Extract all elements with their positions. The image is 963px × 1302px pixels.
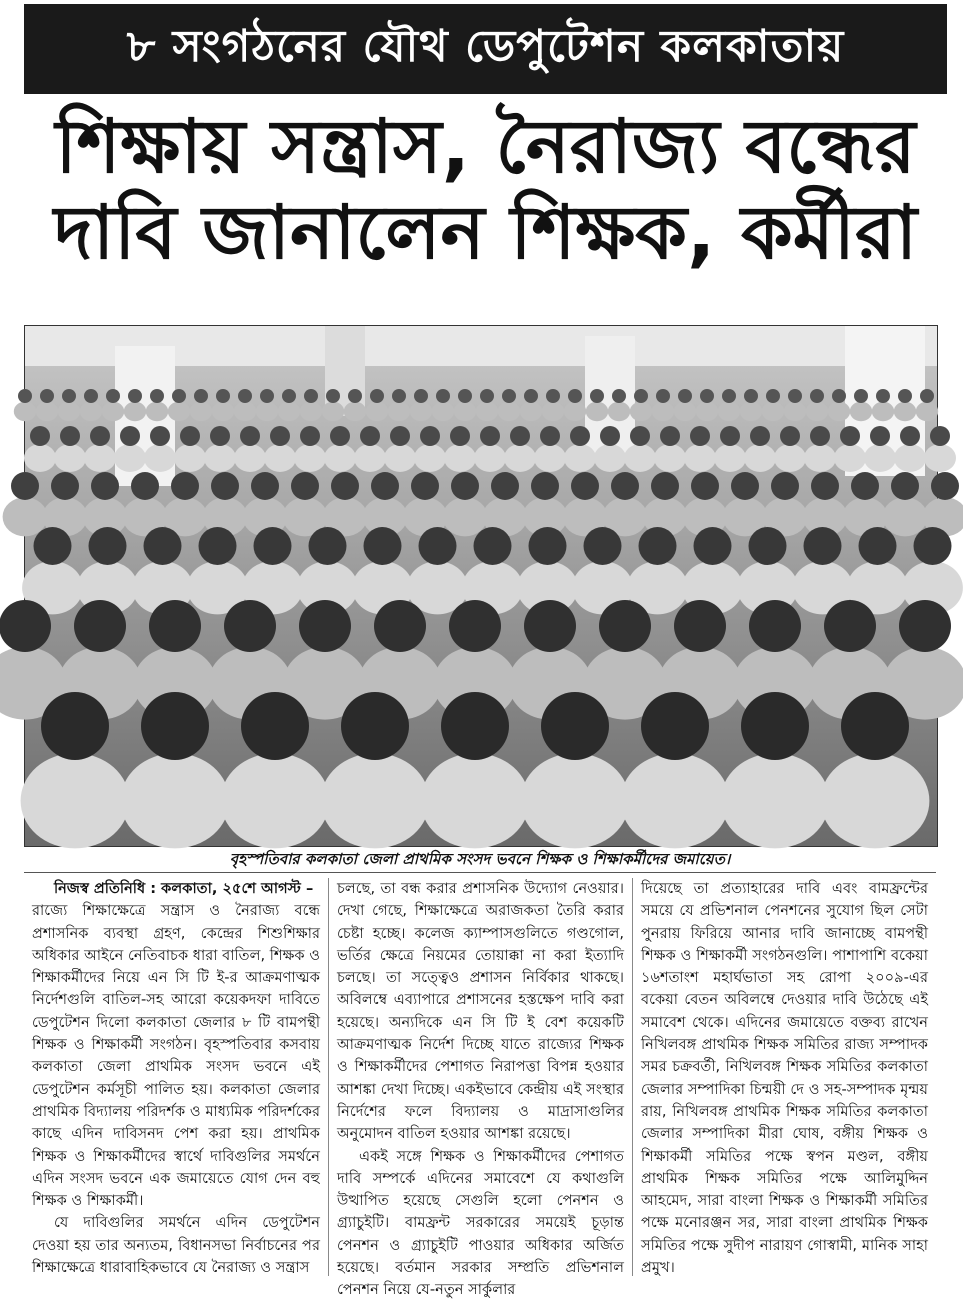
crowd-figure-body — [520, 402, 542, 422]
crowd-figure-head — [240, 426, 260, 446]
crowd-figure-head — [900, 426, 920, 446]
crowd-figure-head — [451, 472, 479, 500]
crowd-figure-body — [762, 402, 784, 422]
crowd-figure-head — [690, 426, 710, 446]
crowd-figure-head — [171, 472, 199, 500]
crowd-figure-head — [899, 600, 951, 652]
crowd-figure-head — [211, 472, 239, 500]
crowd-figure-head — [60, 426, 80, 446]
crowd-figure-head — [480, 426, 500, 446]
kicker-banner — [24, 4, 947, 94]
headline-line-2: দাবি জানালেন শিক্ষক, কর্মীরা — [53, 190, 918, 276]
crowd-figure-body — [684, 444, 716, 472]
article-paragraph: চলছে, তা বন্ধ করার প্রশাসনিক উদ্যোগ নেওয়ার। দেখা গেছে, শিক্ষাক্ষেত্রে অরাজকতা তৈরি করার চেষ্টা হচ্ছে। কলেজ ক্যাম্পাসগুলিতে গণ্ডগোল, ভর্তির ক্ষেত্রে নিয়মের তোয়াক্কা না করা ইত্যাদি চলছে। তা সত্ত্বেও প্রশাসন নির্বিকার থাকছে। অবিলম্বে এব্যাপারে প্রশাসনের হস্তক্ষেপ দাবি করা হয়েছে। অন্যদিকে এন সি টি ই বেশ কয়েকটি আক্রমণাত্মক নির্দেশ দিচ্ছে যাতে রাজ্যের শিক্ষক ও শিক্ষাকর্মীদের পেশাগত নিরাপত্তা বিপন্ন হওয়ার আশঙ্কা দেখা দিচ্ছে। একইভাবে কেন্দ্রীয় এই সংস্থার নির্দেশের ফলে বিদ্যালয় ও মাদ্রাসাগুলির অনুমোদন বাতিল হওয়ার আশঙ্কা রয়েছে। — [337, 880, 624, 1143]
crowd-figure-head — [11, 472, 39, 500]
crowd-figure-head — [300, 426, 320, 446]
crowd-figure-head — [41, 692, 109, 760]
crowd-figure-head — [370, 389, 384, 403]
crowd-figure-body — [321, 753, 430, 848]
crowd-figure-body — [534, 444, 566, 472]
crowd-figure-head — [859, 527, 897, 565]
crowd-figure-head — [364, 527, 402, 565]
crowd-figure-body — [24, 444, 56, 472]
crowd-figure-body — [474, 444, 506, 472]
crowd-figure-body — [384, 444, 416, 472]
crowd-figure-head — [810, 426, 830, 446]
crowd-figure-head — [766, 389, 780, 403]
crowd-figure-body — [234, 402, 256, 422]
article-body — [24, 878, 936, 1299]
crowd-figure-body — [14, 402, 36, 422]
crowd-figure-head — [524, 600, 576, 652]
crowd-figure-head — [870, 426, 890, 446]
crowd-figure-head — [641, 692, 709, 760]
crowd-figure-body — [102, 402, 124, 422]
crowd-figure-head — [674, 600, 726, 652]
crowd-figure-body — [883, 497, 928, 536]
crowd-figure-body — [821, 753, 930, 848]
crowd-figure-head — [371, 472, 399, 500]
crowd-figure-body — [784, 402, 806, 422]
crowd-figure-head — [700, 389, 714, 403]
crowd-figure-body — [621, 753, 730, 848]
crowd-figure-body — [630, 402, 652, 422]
crowd-figure-head — [531, 472, 559, 500]
crowd-figure-body — [84, 444, 116, 472]
crowd-figure-head — [89, 527, 127, 565]
crowd-figure-head — [722, 389, 736, 403]
crowd-figure-head — [411, 472, 439, 500]
crowd-figure-head — [241, 692, 309, 760]
crowd-figure-body — [624, 444, 656, 472]
crowd-figure-head — [74, 600, 126, 652]
crowd-figure-body — [204, 444, 236, 472]
crowd-figure-body — [54, 444, 86, 472]
crowd-figure-body — [366, 402, 388, 422]
crowd-figure-body — [3, 497, 48, 536]
crowd-figure-head — [540, 426, 560, 446]
article-paragraph: দিয়েছে তা প্রত্যাহারের দাবি এবং বামফ্রন্টের সময়ে যে প্রভিশনাল পেনশনের সুযোগ ছিল সেটা পুনরায় ফিরিয়ে আনার দাবি জানাচ্ছে বামপন্থী শিক্ষক ও শিক্ষাকর্মী সংগঠনগুলি। পাশাপাশি বকেয়া ১৬শতাংশ মহার্ঘভাতা সহ রোপা ২০০৯-এর বকেয়া বেতন অবিলম্বে দেওয়ার দাবি উঠেছে এই সমাবেশ থেকে। এদিনের জমায়েতে বক্তব্য রাখেন নিখিলবঙ্গ প্রাথমিক শিক্ষক সমিতির রাজ্য সম্পাদক সমর চক্রবর্তী, নিখিলবঙ্গ শিক্ষক সমিতির কলকাতা জেলার সম্পাদিকা চিন্ময়ী দে ও সহ-সম্পাদক মৃন্ময় রায়, নিখিলবঙ্গ প্রাথমিক শিক্ষক সমিতির কলকাতা জেলার সম্পাদিকা মীরা ঘোষ, বঙ্গীয় শিক্ষক ও শিক্ষাকর্মী সমিতির পক্ষে স্বপন মণ্ডল, বঙ্গীয় প্রাথমিক শিক্ষক সমিতির পক্ষে আলিমুদ্দিন আহমেদ, সারা বাংলা শিক্ষক ও শিক্ষাকর্মী সমিতির পক্ষে মনোরঞ্জন সর, সারা বাংলা প্রাথমিক শিক্ষক সমিতির পক্ষে সুদীপ নারায়ণ গোস্বামী, মানিক সাহা প্রমুখ। — [641, 880, 928, 1277]
crowd-figure-body — [828, 402, 850, 422]
crowd-figure-body — [774, 444, 806, 472]
article-paragraph: রাজ্যে শিক্ষাক্ষেত্রে সন্ত্রাস ও নৈরাজ্য বন্ধে প্রশাসনিক ব্যবস্থা গ্রহণ, কেন্দ্রের শিশুশিক্ষার অধিকার আইনে নেতিবাচক ধারা বাতিল, শিক্ষক ও শিক্ষাকর্মীদের নিয়ে এন সি টি ই-র আক্রমণাত্মক নির্দেশগুলি বাতিল-সহ আরো কয়েকদফা দাবিতে ডেপুটেশন দিলো কলকাতা জেলার ৮ টি বামপন্থী শিক্ষক ও শিক্ষাকর্মী সংগঠন। বৃহস্পতিবার কসবায় কলকাতা জেলা প্রাথমিক সংসদ ভবনে এই ডেপুটেশন কর্মসূচী পালিত হয়। কলকাতা জেলার প্রাথমিক বিদ্যালয় পরিদর্শক ও মাধ্যমিক পরিদর্শকের কাছে এদিন দাবিসনদ পেশ করা হয়। প্রাথমিক শিক্ষক ও শিক্ষাকর্মীদের স্বার্থে দাবিগুলির সমর্থনে এদিন সংসদ ভবনে এক জমায়েতে যোগ দেন বহু শিক্ষক ও শিক্ষাকর্মী। — [32, 902, 320, 1210]
crowd-figure-head — [630, 426, 650, 446]
crowd-figure-head — [811, 472, 839, 500]
crowd-figure-head — [238, 389, 252, 403]
crowd-figure-body — [696, 402, 718, 422]
crowd-figure-head — [920, 389, 934, 403]
crowd-figure-head — [299, 600, 351, 652]
crowd-figure-body — [721, 753, 830, 848]
crowd-figure-body — [476, 402, 498, 422]
crowd-figure-head — [120, 426, 140, 446]
crowd-figure-head — [390, 426, 410, 446]
crowd-figure-body — [498, 402, 520, 422]
crowd-figure-head — [34, 527, 72, 565]
crowd-figure-head — [251, 472, 279, 500]
crowd-figure-head — [441, 692, 509, 760]
crowd-figure-body — [344, 402, 366, 422]
crowd-figure-head — [474, 527, 512, 565]
crowd-figure-head — [571, 472, 599, 500]
crowd-figure-body — [444, 444, 476, 472]
crowd-figure-head — [524, 389, 538, 403]
crowd-photo-illustration — [25, 326, 937, 846]
headline-line-1: শিক্ষায় সন্ত্রাস, নৈরাজ্য বন্ধের — [55, 104, 916, 190]
crowd-figure-body — [586, 402, 608, 422]
crowd-figure-head — [304, 389, 318, 403]
crowd-figure-head — [128, 389, 142, 403]
crowd-figure-body — [21, 753, 130, 848]
crowd-figure-body — [542, 402, 564, 422]
crowd-figure-body — [652, 402, 674, 422]
crowd-figure-body — [168, 402, 190, 422]
crowd-figure-head — [341, 692, 409, 760]
crowd-figure-head — [832, 389, 846, 403]
crowd-figure-head — [876, 389, 890, 403]
crowd-figure-body — [36, 402, 58, 422]
crowd-figure-body — [212, 402, 234, 422]
article-paragraph: যে দাবিগুলির সমর্থনে এদিন ডেপুটেশন দেওয়া হয় তার অন্যতম, বিধানসভা নির্বাচনের পর শিক্ষাক্ষেত্রে ধারাবাহিকভাবে যে নৈরাজ্য ও সন্ত্রাস — [32, 1214, 320, 1277]
article-column-1 — [24, 878, 328, 1276]
crowd-figure-head — [0, 600, 51, 652]
crowd-figure-head — [141, 692, 209, 760]
crowd-figure-head — [149, 600, 201, 652]
crowd-figure-head — [270, 426, 290, 446]
crowd-figure-head — [331, 472, 359, 500]
crowd-figure-body — [806, 402, 828, 422]
article-column-2 — [328, 878, 632, 1299]
crowd-figure-head — [360, 426, 380, 446]
crowd-figure-head — [84, 389, 98, 403]
crowd-figure-head — [62, 389, 76, 403]
crowd-figure-head — [172, 389, 186, 403]
headline — [24, 104, 947, 276]
crowd-figure-head — [810, 389, 824, 403]
crowd-figure-body — [144, 444, 176, 472]
crowd-figure-head — [788, 389, 802, 403]
crowd-figure-head — [590, 389, 604, 403]
crowd-figure-body — [294, 444, 326, 472]
crowd-figure-body — [124, 402, 146, 422]
crowd-figure-body — [324, 444, 356, 472]
crowd-figure-body — [594, 444, 626, 472]
crowd-figure-head — [639, 527, 677, 565]
crowd-figure-body — [864, 444, 896, 472]
crowd-figure-head — [824, 600, 876, 652]
crowd-figure-body — [718, 402, 740, 422]
crowd-figure-head — [634, 389, 648, 403]
crowd-figure-head — [741, 692, 809, 760]
crowd-figure-head — [150, 426, 170, 446]
crowd-figure-head — [541, 692, 609, 760]
crowd-figure-body — [894, 444, 926, 472]
crowd-figure-head — [720, 426, 740, 446]
crowd-figure-head — [502, 389, 516, 403]
crowd-figure-head — [194, 389, 208, 403]
crowd-figure-head — [841, 692, 909, 760]
crowd-figure-head — [260, 389, 274, 403]
crowd-figure-head — [326, 389, 340, 403]
crowd-figure-head — [914, 527, 952, 565]
crowd-figure-body — [121, 753, 230, 848]
crowd-figure-body — [388, 402, 410, 422]
crowd-figure-head — [40, 389, 54, 403]
crowd-figure-head — [891, 472, 919, 500]
crowd-figure-body — [322, 402, 344, 422]
crowd-figure-head — [491, 472, 519, 500]
crowd-figure-body — [872, 402, 894, 422]
crowd-figure-head — [851, 472, 879, 500]
crowd-figure-head — [291, 472, 319, 500]
crowd-figure-body — [278, 402, 300, 422]
crowd-figure-body — [174, 444, 206, 472]
crowd-figure-body — [850, 402, 872, 422]
crowd-figure-body — [80, 402, 102, 422]
article-paragraph — [32, 878, 320, 900]
crowd-figure-head — [854, 389, 868, 403]
crowd-figure-body — [521, 753, 630, 848]
crowd-figure-body — [256, 402, 278, 422]
crowd-figure-body — [58, 402, 80, 422]
crowd-figure-body — [564, 402, 586, 422]
crowd-figure-head — [931, 472, 959, 500]
crowd-figure-head — [309, 527, 347, 565]
crowd-figure-head — [150, 389, 164, 403]
crowd-figure-head — [144, 527, 182, 565]
crowd-figure-head — [840, 426, 860, 446]
crowd-figure-body — [190, 402, 212, 422]
crowd-figure-head — [584, 527, 622, 565]
crowd-figure-body — [114, 444, 146, 472]
byline: নিজস্ব প্রতিনিধি : কলকাতা, ২৫শে আগস্ট – — [54, 880, 314, 897]
crowd-figure-body — [740, 402, 762, 422]
photo-caption: বৃহস্পতিবার কলকাতা জেলা প্রাথমিক সংসদ ভবনে শিক্ষক ও শিক্ষাকর্মীদের জমায়েত। — [229, 850, 731, 868]
crowd-figure-head — [612, 389, 626, 403]
kicker-text: ৮ সংগঠনের যৌথ ডেপুটেশন কলকাতায় — [126, 20, 845, 72]
crowd-figure-head — [804, 527, 842, 565]
crowd-figure-head — [510, 426, 530, 446]
crowd-figure-body — [674, 402, 696, 422]
crowd-figure-head — [91, 472, 119, 500]
crowd-figure-head — [392, 389, 406, 403]
crowd-figure-body — [916, 402, 938, 422]
crowd-figure-body — [354, 444, 386, 472]
crowd-figure-body — [454, 402, 476, 422]
crowd-figure-head — [131, 472, 159, 500]
crowd-figure-body — [410, 402, 432, 422]
crowd-figure-head — [570, 426, 590, 446]
crowd-figure-head — [930, 426, 950, 446]
crowd-figure-head — [744, 389, 758, 403]
crowd-figure-head — [599, 600, 651, 652]
crowd-photo — [24, 325, 938, 847]
crowd-figure-head — [529, 527, 567, 565]
crowd-figure-head — [660, 426, 680, 446]
crowd-figure-body — [924, 444, 956, 472]
crowd-figure-head — [449, 600, 501, 652]
crowd-figure-head — [106, 389, 120, 403]
crowd-figure-body — [804, 444, 836, 472]
crowd-figure-body — [300, 402, 322, 422]
crowd-figure-head — [216, 389, 230, 403]
crowd-figure-head — [691, 472, 719, 500]
crowd-figure-head — [420, 426, 440, 446]
crowd-figure-head — [224, 600, 276, 652]
crowd-figure-head — [780, 426, 800, 446]
crowd-figure-head — [749, 600, 801, 652]
crowd-figure-body — [608, 402, 630, 422]
crowd-figure-head — [90, 426, 110, 446]
crowd-figure-head — [374, 600, 426, 652]
crowd-figure-head — [414, 389, 428, 403]
crowd-figure-head — [750, 426, 770, 446]
crowd-figure-head — [651, 472, 679, 500]
crowd-figure-head — [30, 426, 50, 446]
crowd-figure-body — [894, 402, 916, 422]
crowd-figure-body — [834, 444, 866, 472]
article-column-3 — [632, 878, 936, 1276]
crowd-figure-body — [221, 753, 330, 848]
crowd-figure-head — [749, 527, 787, 565]
crowd-figure-head — [600, 426, 620, 446]
crowd-figure-head — [254, 527, 292, 565]
crowd-figure-head — [436, 389, 450, 403]
crowd-figure-head — [51, 472, 79, 500]
crowd-figure-head — [546, 389, 560, 403]
crowd-figure-head — [419, 527, 457, 565]
crowd-figure-head — [480, 389, 494, 403]
crowd-figure-body — [564, 444, 596, 472]
crowd-figure-head — [199, 527, 237, 565]
crowd-figure-head — [450, 426, 470, 446]
crowd-figure-head — [898, 389, 912, 403]
crowd-figure-head — [678, 389, 692, 403]
crowd-figure-head — [180, 426, 200, 446]
crowd-figure-body — [432, 402, 454, 422]
crowd-figure-head — [348, 389, 362, 403]
crowd-figure-head — [694, 527, 732, 565]
crowd-figure-head — [611, 472, 639, 500]
crowd-figure-body — [504, 444, 536, 472]
crowd-figure-body — [234, 444, 266, 472]
crowd-figure-body — [443, 497, 488, 536]
crowd-figure-head — [210, 426, 230, 446]
crowd-figure-body — [146, 402, 168, 422]
crowd-figure-body — [264, 444, 296, 472]
crowd-figure-head — [731, 472, 759, 500]
crowd-figure-body — [714, 444, 746, 472]
crowd-figure-head — [656, 389, 670, 403]
crowd-figure-body — [654, 444, 686, 472]
crowd-figure-head — [18, 389, 32, 403]
crowd-figure-head — [330, 426, 350, 446]
caption-divider — [24, 872, 936, 873]
crowd-figure-head — [568, 389, 582, 403]
crowd-figure-head — [458, 389, 472, 403]
crowd-figure-body — [421, 753, 530, 848]
article-paragraph: একই সঙ্গে শিক্ষক ও শিক্ষাকর্মীদের পেশাগত দাবি সম্পর্কে এদিনের সমাবেশে যে কথাগুলি উত্থাপিত হয়েছে সেগুলি হলো পেনশন ও গ্র্যাচুইটি। বামফ্রন্ট সরকারের সময়েই চূড়ান্ত পেনশন ও গ্র্যাচুইটি পাওয়ার অধিকার অর্জিত হয়েছে। বর্তমান সরকার সম্প্রতি প্রভিশনাল পেনশন নিয়ে যে-নতুন সার্কুলার — [337, 1147, 624, 1299]
crowd-figure-body — [744, 444, 776, 472]
crowd-figure-body — [414, 444, 446, 472]
crowd-figure-head — [282, 389, 296, 403]
crowd-figure-head — [771, 472, 799, 500]
